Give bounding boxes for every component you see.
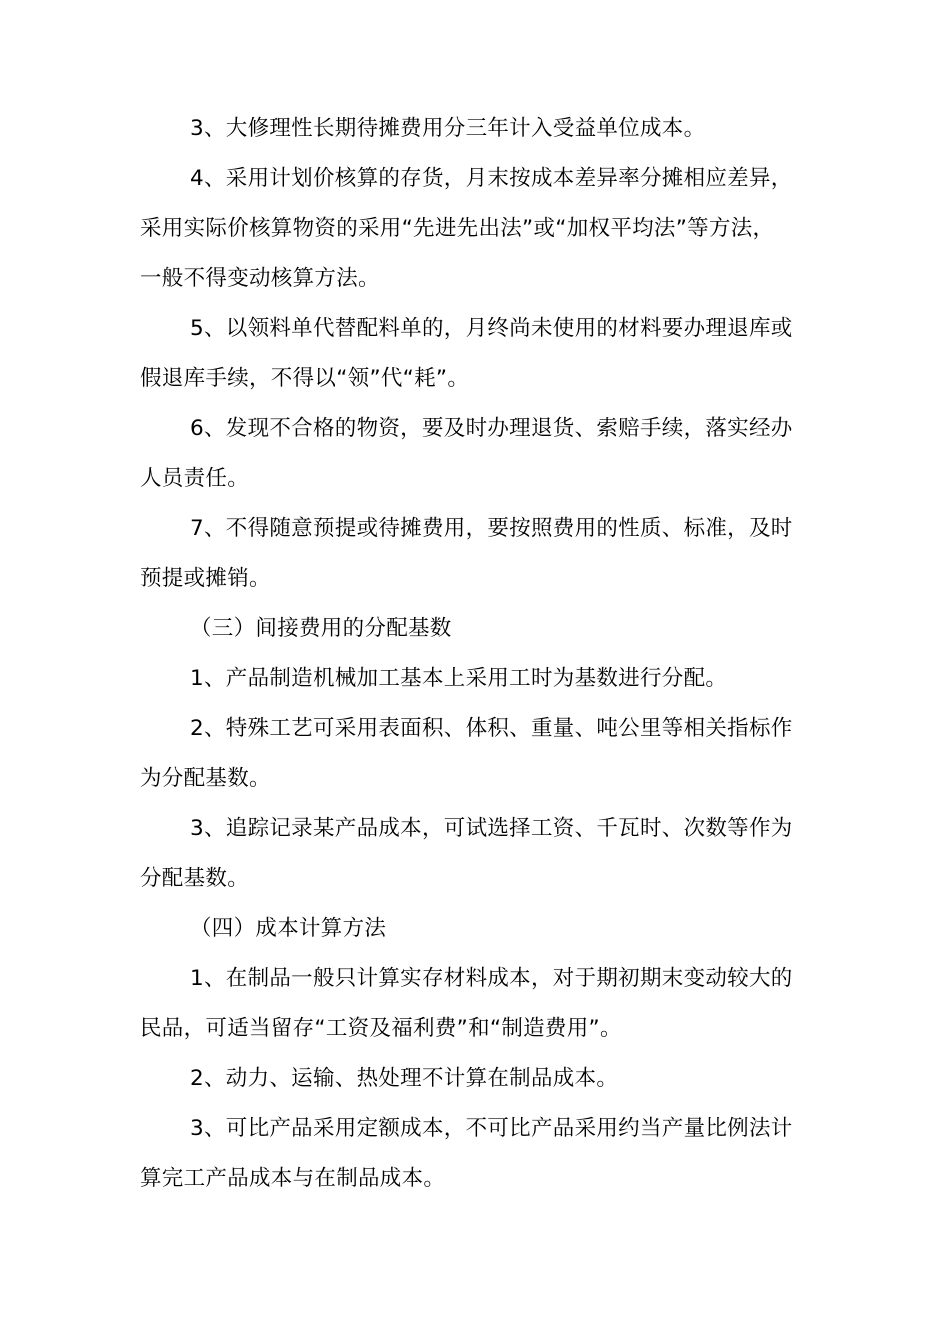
document-body bbox=[140, 104, 820, 1204]
text-line: 为分配基数。 bbox=[140, 766, 271, 791]
paragraph-item-4-inventory-costing bbox=[140, 154, 820, 304]
text-line: 2、动力、运输、热处理不计算在制品成本。 bbox=[190, 1066, 619, 1091]
text-line: 7、不得随意预提或待摊费用，要按照费用的性质、标准，及时 bbox=[190, 516, 793, 541]
text-line: 3、追踪记录某产品成本，可试选择工资、千瓦时、次数等作为 bbox=[190, 816, 793, 841]
paragraph-item-2-special-processes bbox=[140, 704, 820, 804]
section-heading-text: （四）成本计算方法 bbox=[190, 916, 387, 941]
paragraph-item-2-power-transport bbox=[140, 1054, 820, 1104]
text-line: 3、可比产品采用定额成本，不可比产品采用约当产量比例法计 bbox=[190, 1116, 793, 1141]
text-line: 人员责任。 bbox=[140, 466, 250, 491]
section-heading-cost-calculation bbox=[140, 904, 820, 954]
text-line: 采用实际价核算物资的采用“先进先出法”或“加权平均法”等方法， bbox=[140, 216, 775, 241]
paragraph-item-3-standard-cost bbox=[140, 1104, 820, 1204]
text-line: 4、采用计划价核算的存货，月末按成本差异率分摊相应差异， bbox=[190, 166, 793, 191]
paragraph-item-3-tracking-costs bbox=[140, 804, 820, 904]
text-line: 假退库手续，不得以“领”代“耗”。 bbox=[140, 366, 470, 391]
text-line: 5、以领料单代替配料单的，月终尚未使用的材料要办理退库或 bbox=[190, 316, 793, 341]
text-line: 1、产品制造机械加工基本上采用工时为基数进行分配。 bbox=[190, 666, 728, 691]
text-line: 算完工产品成本与在制品成本。 bbox=[140, 1166, 446, 1191]
text-line: 2、特殊工艺可采用表面积、体积、重量、吨公里等相关指标作 bbox=[190, 716, 793, 741]
section-heading-indirect-cost-allocation bbox=[140, 604, 820, 654]
paragraph-item-1-labor-hours bbox=[140, 654, 820, 704]
text-line: 民品，可适当留存“工资及福利费”和“制造费用”。 bbox=[140, 1016, 622, 1041]
paragraph-item-3-amortization bbox=[140, 104, 820, 154]
text-line: 预提或摊销。 bbox=[140, 566, 271, 591]
text-line: 一般不得变动核算方法。 bbox=[140, 266, 380, 291]
text-line: 6、发现不合格的物资，要及时办理退货、索赔手续，落实经办 bbox=[190, 416, 793, 441]
paragraph-item-7-accruals bbox=[140, 504, 820, 604]
paragraph-item-5-returns bbox=[140, 304, 820, 404]
text-line: 3、大修理性长期待摊费用分三年计入受益单位成本。 bbox=[190, 116, 706, 141]
paragraph-item-6-defective-materials bbox=[140, 404, 820, 504]
text-line: 分配基数。 bbox=[140, 866, 250, 891]
section-heading-text: （三）间接费用的分配基数 bbox=[190, 616, 452, 641]
text-line: 1、在制品一般只计算实存材料成本，对于期初期末变动较大的 bbox=[190, 966, 793, 991]
paragraph-item-1-wip-material bbox=[140, 954, 820, 1054]
